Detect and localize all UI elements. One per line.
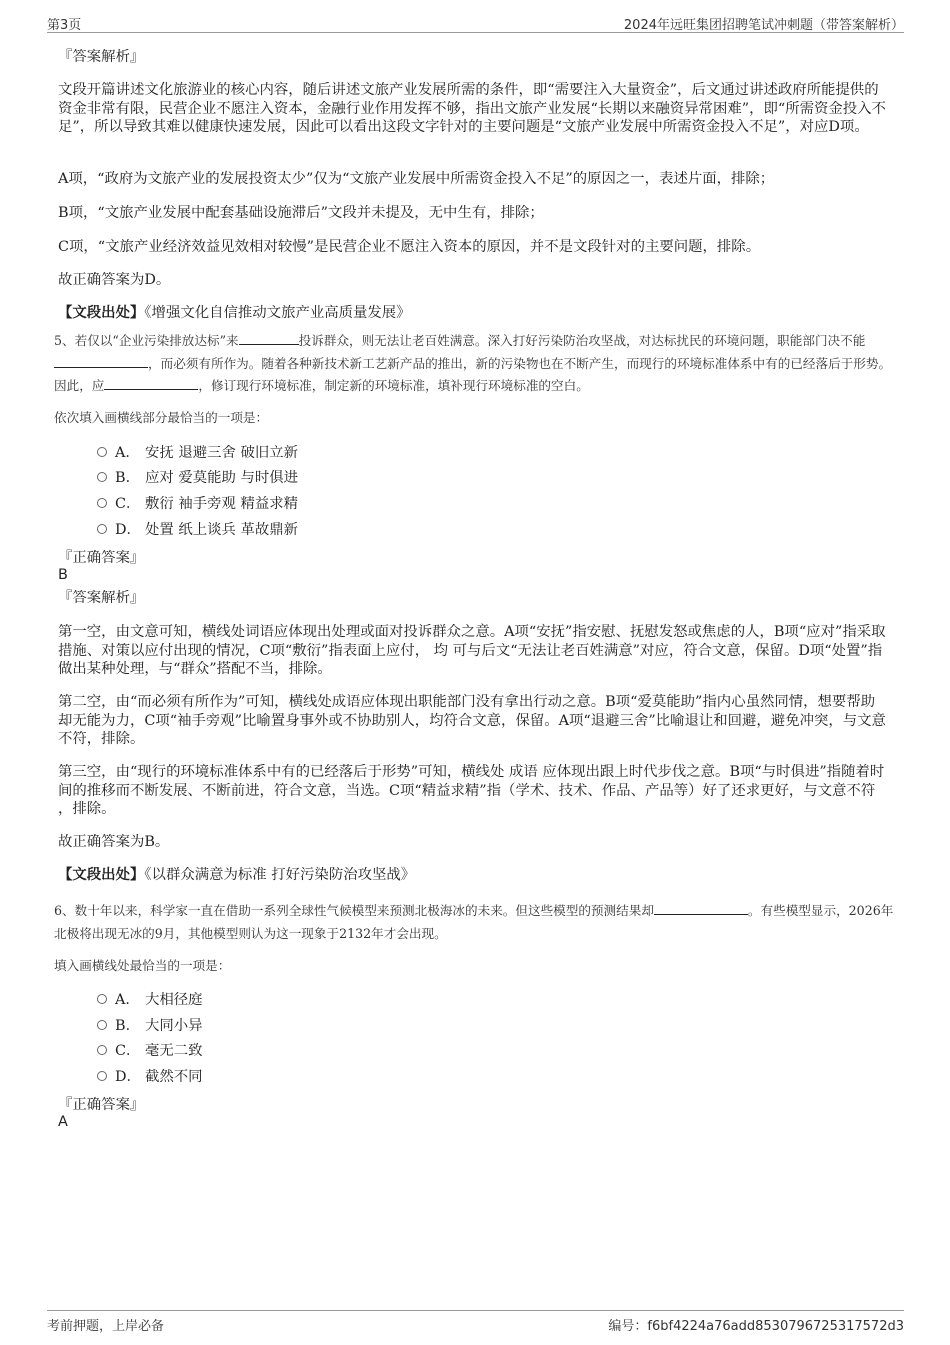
q5-source bbox=[58, 866, 888, 885]
radio-icon[interactable] bbox=[97, 447, 107, 457]
option-letter: B． bbox=[115, 1018, 140, 1034]
page-header bbox=[47, 12, 904, 33]
option-letter: B． bbox=[115, 470, 140, 486]
document-id: 编号：f6bf4224a76add8530796725317572d3 bbox=[608, 1319, 904, 1334]
q5-option-d[interactable] bbox=[97, 521, 298, 539]
blank bbox=[239, 332, 299, 345]
q4-source-text: 《增强文化自信推动文旅产业高质量发展》 bbox=[144, 305, 411, 321]
q4-option-c-analysis: C项，“文旅产业经济效益见效相对较慢”是民营企业不愿注入资本的原因，并不是文段针对的主要问题，排除。 bbox=[58, 239, 761, 255]
q4-source-label: 【文段出处】 bbox=[58, 304, 145, 321]
option-text: 处置 纸上谈兵 革故鼎新 bbox=[145, 522, 299, 538]
q6-answer: A bbox=[58, 1114, 68, 1130]
q5-stem-text: ，修订现行环境标准，制定新的环境标准，填补现行环境标准的空白。 bbox=[198, 378, 589, 393]
footer-slogan: 考前押题，上岸必备 bbox=[47, 1319, 165, 1334]
option-text: 截然不同 bbox=[145, 1069, 203, 1085]
option-letter: D． bbox=[115, 1069, 141, 1085]
option-letter: A． bbox=[115, 992, 140, 1008]
q5-option-a[interactable] bbox=[97, 444, 298, 462]
q6-stem-text: 。有些模型显示，2026年北极将出现无冰的9月，其他模型则认为这一现象于2132年才会出现。 bbox=[54, 903, 894, 941]
q6-option-d[interactable] bbox=[97, 1068, 203, 1086]
q5-option-c[interactable] bbox=[97, 495, 298, 513]
radio-icon[interactable] bbox=[97, 1020, 107, 1030]
option-letter: A． bbox=[115, 445, 140, 461]
q5-stem bbox=[54, 330, 896, 398]
document-title: 2024年远旺集团招聘笔试冲刺题（带答案解析） bbox=[623, 18, 904, 33]
q5-analysis-para1: 第一空，由文意可知，横线处词语应体现出处理或面对投诉群众之意。A项“安抚”指安慰、抚慰发怒或焦虑的人，B项“应对”指采取措施、对策以应付出现的情况，C项“敷衍”指表面上应付， 均 可与后文“无法让老百姓满意”对应，符合文意，保留。D项“处置”指做出某种处理，与“群众”搭配不当，排除。 bbox=[58, 624, 886, 677]
q5-source-label: 【文段出处】 bbox=[58, 866, 145, 883]
q5-ask: 依次填入画横线部分最恰当的一项是： bbox=[54, 410, 269, 425]
q5-stem-text: 投诉群众，则无法让老百姓满意。深入打好污染防治攻坚战，对达标扰民的环境问题，职能部门决不能 bbox=[298, 333, 866, 348]
q5-stem-text: 5、若仅以“企业污染排放达标”来 bbox=[54, 333, 239, 348]
q5-analysis-label: 『答案解析』 bbox=[58, 590, 145, 606]
page-number: 第3页 bbox=[47, 18, 82, 33]
radio-icon[interactable] bbox=[97, 994, 107, 1004]
q6-ask: 填入画横线处最恰当的一项是： bbox=[54, 958, 231, 973]
q5-answer-label: 『正确答案』 bbox=[58, 550, 145, 566]
q5-conclusion: 故正确答案为B。 bbox=[58, 834, 170, 850]
page-footer bbox=[47, 1310, 904, 1335]
q5-answer: B bbox=[58, 567, 68, 583]
q4-source bbox=[58, 304, 888, 323]
q6-answer-label: 『正确答案』 bbox=[58, 1097, 145, 1113]
q6-option-b[interactable] bbox=[97, 1017, 203, 1035]
q4-option-b-analysis: B项，“文旅产业发展中配套基础设施滞后”文段并未提及，无中生有，排除； bbox=[58, 205, 544, 221]
q6-option-a[interactable] bbox=[97, 991, 203, 1009]
option-letter: C． bbox=[115, 1043, 141, 1059]
q5-analysis-para2: 第二空，由“而必须有所作为”可知，横线处成语应体现出职能部门没有拿出行动之意。B项“爱莫能助”指内心虽然同情，想要帮助却无能为力，C项“袖手旁观”比喻置身事外或不协助别人，均符合文意，保留。A项“退避三舍”比喻退让和回避，避免冲突，与文意不符，排除。 bbox=[58, 694, 886, 747]
q4-analysis-label: 『答案解析』 bbox=[58, 49, 145, 65]
q5-option-b[interactable] bbox=[97, 469, 298, 487]
option-text: 大相径庭 bbox=[145, 992, 203, 1008]
option-text: 敷衍 袖手旁观 精益求精 bbox=[145, 496, 299, 512]
blank bbox=[54, 355, 148, 368]
option-text: 大同小异 bbox=[145, 1018, 203, 1034]
q5-source-text: 《以群众满意为标准 打好污染防治攻坚战》 bbox=[144, 867, 416, 883]
q6-stem-text: 6、数十年以来，科学家一直在借助一系列全球性气候模型来预测北极海冰的未来。但这些模型的预测结果却 bbox=[54, 903, 654, 918]
option-text: 毫无二致 bbox=[145, 1043, 203, 1059]
radio-icon[interactable] bbox=[97, 1071, 107, 1081]
q5-stem-text: ，而必须有所作为。随着各种新技术新工艺新产品的推出，新的污染物也在不断产生，而现行的环境标准体系中有的已经落后于形势。因此，应 bbox=[54, 355, 892, 393]
blank bbox=[654, 902, 748, 915]
option-text: 安抚 退避三舍 破旧立新 bbox=[145, 445, 299, 461]
radio-icon[interactable] bbox=[97, 498, 107, 508]
radio-icon[interactable] bbox=[97, 524, 107, 534]
radio-icon[interactable] bbox=[97, 1045, 107, 1055]
q4-option-a-analysis: A项，“政府为文旅产业的发展投资太少”仅为“文旅产业发展中所需资金投入不足”的原因之一，表述片面，排除； bbox=[58, 171, 775, 187]
q6-option-c[interactable] bbox=[97, 1042, 203, 1060]
option-text: 应对 爱莫能助 与时俱进 bbox=[145, 470, 299, 486]
q5-analysis-para3: 第三空，由“现行的环境标准体系中有的已经落后于形势”可知，横线处 成语 应体现出跟上时代步伐之意。B项“与时俱进”指随着时间的推移而不断发展、不断前进，符合文意，当选。C项“精益求精”指（学术、技术、作品、产品等）好了还求更好，与文意不符 ，排除。 bbox=[58, 764, 885, 817]
option-letter: C． bbox=[115, 496, 141, 512]
q6-stem bbox=[54, 900, 896, 945]
blank bbox=[104, 377, 198, 390]
q4-conclusion: 故正确答案为D。 bbox=[58, 272, 171, 288]
radio-icon[interactable] bbox=[97, 472, 107, 482]
option-letter: D． bbox=[115, 522, 141, 538]
q4-analysis-para: 文段开篇讲述文化旅游业的核心内容，随后讲述文旅产业发展所需的条件，即“需要注入大量资金”，后文通过讲述政府所能提供的资金非常有限，民营企业不愿注入资本，金融行业作用发挥不够，指出文旅产业发展“长期以来融资异常困难”，即“所需资金投入不足”，所以导致其难以健康快速发展，因此可以看出这段文字针对的主要问题是“文旅产业发展中所需资金投入不足”，对应D项。 bbox=[58, 82, 886, 135]
